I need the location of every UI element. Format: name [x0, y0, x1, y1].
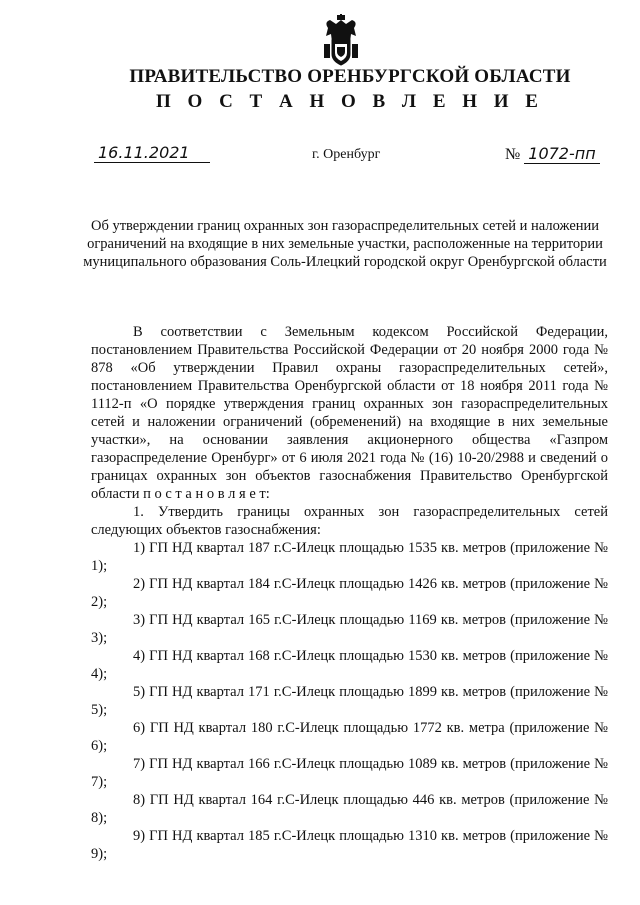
organization-name: ПРАВИТЕЛЬСТВО ОРЕНБУРГСКОЙ ОБЛАСТИ: [129, 66, 571, 87]
number-prefix: №: [505, 146, 521, 163]
list-item: 5) ГП НД квартал 171 г.С-Илецк площадью 1899 кв. метров (приложение № 5);: [91, 684, 608, 718]
document-type: П О С Т А Н О В Л Е Н И Е: [156, 91, 544, 112]
list-item: 4) ГП НД квартал 168 г.С-Илецк площадью 1530 кв. метров (приложение № 4);: [91, 648, 608, 682]
document-date: 16.11.2021: [94, 144, 210, 163]
list-item: 1) ГП НД квартал 187 г.С-Илецк площадью 1535 кв. метров (приложение № 1);: [91, 540, 608, 574]
list-item: 9) ГП НД квартал 185 г.С-Илецк площадью 1310 кв. метров (приложение № 9);: [91, 828, 608, 862]
document-body: [91, 323, 608, 863]
list-item: 7) ГП НД квартал 166 г.С-Илецк площадью 1089 кв. метров (приложение № 7);: [91, 756, 608, 790]
document-number: [505, 144, 600, 164]
document-title: Об утверждении границ охранных зон газораспределительных сетей и наложении ограничений на входящие в них земельные участки, расположенные на территории муниципального образования Соль-Илецкий городской округ Оренбургской области: [83, 218, 607, 270]
list-item: 3) ГП НД квартал 165 г.С-Илецк площадью 1169 кв. метров (приложение № 3);: [91, 612, 608, 646]
clause-paragraph: 1. Утвердить границы охранных зон газораспределительных сетей следующих объектов газоснабжения:: [91, 504, 608, 538]
preamble-paragraph: В соответствии с Земельным кодексом Российской Федерации, постановлением Правительства Российской Федерации от 20 ноября 2000 года № 878 «Об утверждении Правил охраны газораспределительных сетей», постановлением Правительства Оренбургской области от 18 ноября 2011 года № 1112-п «О порядке утверждения границ охранных зон газораспределительных сетей и наложении ограничений (обременений) на входящие в них земельные участки», на основании заявления акционерного общества «Газпром газораспределение Оренбург» от 6 июля 2021 года № (16) 10-20/2988 и сведений о границах охранных зон объектов газоснабжения Правительство Оренбургской области п о с т а н о в л я е т:: [91, 324, 608, 502]
coat-of-arms-icon: [322, 14, 360, 66]
number-value: 1072-пп: [524, 144, 599, 164]
list-item: 2) ГП НД квартал 184 г.С-Илецк площадью 1426 кв. метров (приложение № 2);: [91, 576, 608, 610]
list-item: 6) ГП НД квартал 180 г.С-Илецк площадью 1772 кв. метра (приложение № 6);: [91, 720, 608, 754]
list-item: 8) ГП НД квартал 164 г.С-Илецк площадью 446 кв. метров (приложение № 8);: [91, 792, 608, 826]
document-city: г. Оренбург: [312, 147, 381, 162]
